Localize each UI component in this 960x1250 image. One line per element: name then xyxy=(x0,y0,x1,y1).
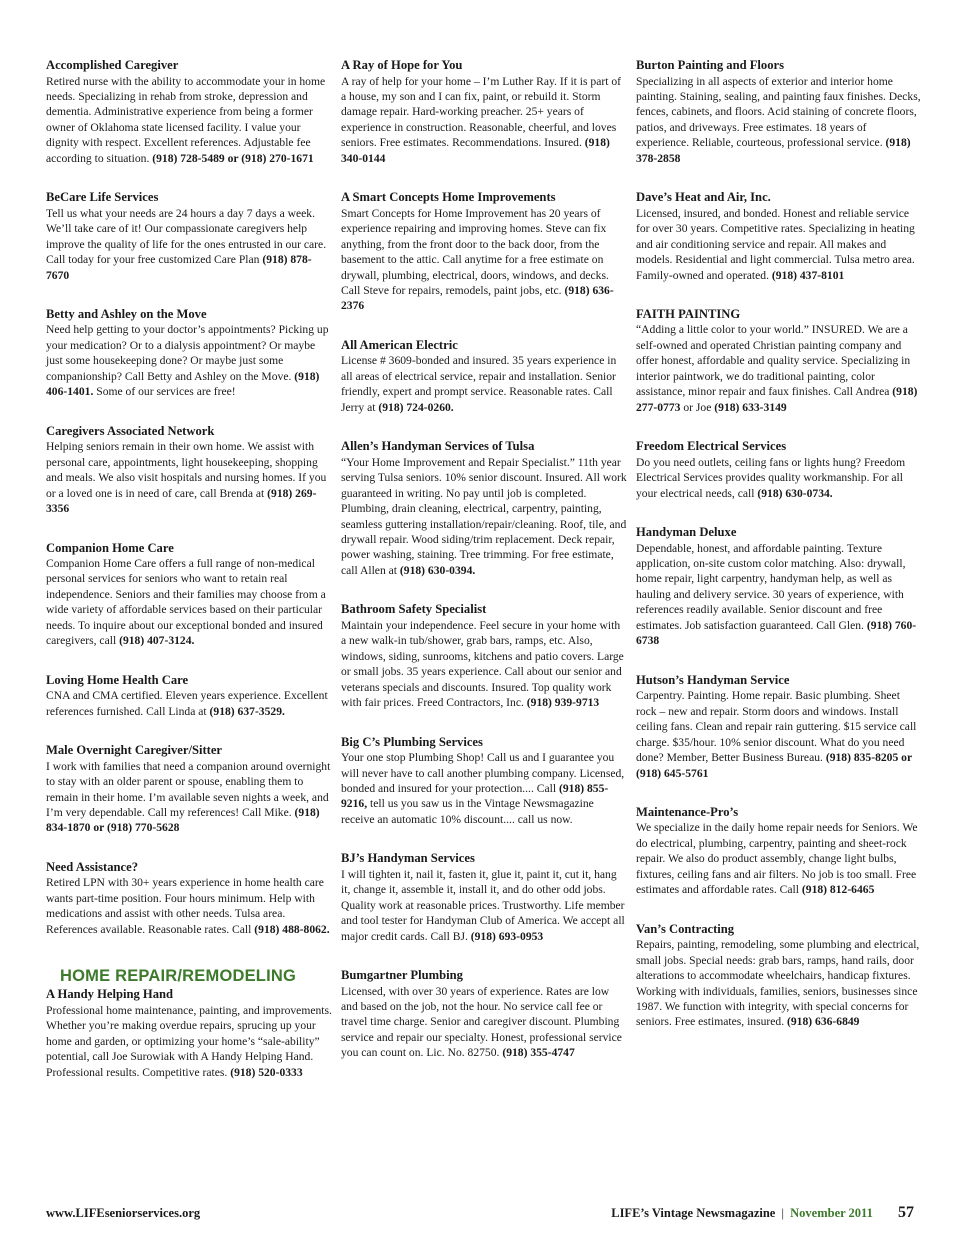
footer-url[interactable]: www.LIFEseniorservices.org xyxy=(46,1206,201,1220)
listing-phone: (918) 630-0734. xyxy=(757,486,833,500)
listing-title: A Ray of Hope for You xyxy=(341,58,463,72)
listing-phone: (918) 636-2376 xyxy=(341,283,614,313)
listing-phone: (918) 812-6465 xyxy=(801,883,875,897)
listing-title: A Smart Concepts Home Improvements xyxy=(341,190,556,205)
listing-phone: (918) 724-0260. xyxy=(378,400,454,414)
listing-title: Maintenance-Pro’s xyxy=(636,804,739,819)
listing-title: Hutson’s Handyman Service xyxy=(636,672,790,687)
listing-phone: (918) 355-4747 xyxy=(502,1046,575,1060)
column-2 xyxy=(341,58,627,1085)
listing-body: Professional home maintenance, painting, and improvements. Whether you’re making overdue repairs, sprucing up your home and garden, or optimizing your home’s “sale-ability” potential, call Joe Surowiak with A Handy Helping Hand. Professional results. Competitive rates. (918) 520-0333 xyxy=(46,1003,332,1079)
listing-body: Helping seniors remain in their own home. We assist with personal care, appointments, light housekeeping, shopping and meals. We also visit hospitals and nursing homes. If you or a loved one is in need of care, call Brenda at (918) 269-3356 xyxy=(46,440,327,516)
listing-title: Accomplished Caregiver xyxy=(46,58,179,72)
listing-body: Do you need outlets, ceiling fans or lights hung? Freedom Electrical Services provides quality workmanship. For all your electrical needs, call (918) 630-0734. xyxy=(636,455,906,500)
listing-body: We specialize in the daily home repair needs for Seniors. We do electrical, plumbing, carpentry, painting and sheet-rock repair. We also do product assembly, change light bulbs, fixtures, ceiling fans and air filters. No job is too small. Free estimates and affordable rates. Call (918) 812-6465 xyxy=(636,821,918,897)
listing-title: All American Electric xyxy=(341,337,458,352)
listing-phone: (918) 406-1401. xyxy=(46,369,320,399)
listing-phone: (918) 636-6849 xyxy=(787,1015,860,1029)
footer-magazine-name: LIFE’s Vintage Newsmagazine xyxy=(611,1206,776,1220)
listing-title: Burton Painting and Floors xyxy=(636,58,785,72)
listing xyxy=(46,424,332,517)
listing-title: Caregivers Associated Network xyxy=(46,423,215,438)
listing-title: Companion Home Care xyxy=(46,540,174,555)
listing-body: Carpentry. Painting. Home repair. Basic plumbing. Sheet rock – new and repair. Storm doors and windows. Install ceiling fans. Clean and repair rain guttering. $15 service call charge. $35/hour. 10% senior discount. What do you need done? Member, Better Business Bureau. (918) 835-8205 or (918) 645-5761 xyxy=(636,689,917,780)
listing-phone: (918) 488-8062. xyxy=(254,922,330,936)
listing xyxy=(46,987,332,1080)
listing xyxy=(341,735,627,828)
listing xyxy=(636,307,922,415)
listing-body: “Your Home Improvement and Repair Specialist.” 11th year serving Tulsa seniors. 10% senior discount. Insured. All work guaranteed in writing. No pay until job is completed. Plumbing, drain cleaning, electrical, carpentry, painting, seamless guttering installation/repair/cleaning. Roof, tile, and drywall repair. Wood siding/trim replacement. Deck repair, power washing, staining. Tree trimming. For free estimate, call Allen at (918) 630-0394. xyxy=(341,455,627,577)
section-heading: HOME REPAIR/REMODELING xyxy=(60,967,297,986)
listing-body: License # 3609-bonded and insured. 35 years experience in all areas of electrical service, repair and installation. Senior friendly, expert and prompt service. Reasonable rates. Call Jerry at (918) 724-0260. xyxy=(341,354,617,414)
listing xyxy=(341,439,627,578)
listing-title: Allen’s Handyman Services of Tulsa xyxy=(341,439,535,454)
listing-phone: (918) 378-2858 xyxy=(636,136,911,165)
listing-phone: (918) 437-8101 xyxy=(771,268,845,282)
listing-title: FAITH PAINTING xyxy=(636,306,741,321)
listing-body: Maintain your independence. Feel secure in your home with a new walk-in tub/shower, grab bars, ramps, etc. Also, windows, siding, sunrooms, kitchens and patio covers. Large or small jobs. 35 years experience. Call about our senior and veterans specials and discounts. Insured. Top quality work with fair prices. Freed Contractors, Inc. (918) 939-9713 xyxy=(341,618,624,710)
listing-phone: (918) 637-3529. xyxy=(209,704,285,718)
listing-title: Need Assistance? xyxy=(46,859,138,874)
listing-body: Repairs, painting, remodeling, some plumbing and electrical, small jobs. Special needs: grab bars, ramps, hand rails, door alterations to accommodate wheelchairs, handicap fixtures. Working with individuals, families, seniors, businesses since 1987. We function with integrity, with special concerns for seniors. Free estimates, insured. (918) 636-6849 xyxy=(636,938,920,1029)
listing-phone: (918) 834-1870 or (918) 770-5628 xyxy=(46,806,320,835)
listing-title: Dave’s Heat and Air, Inc. xyxy=(636,190,771,205)
listing xyxy=(341,851,627,944)
listing-title: BJ’s Handyman Services xyxy=(341,851,475,866)
listing-phone: (918) 407-3124. xyxy=(119,634,195,648)
listing-phone: (918) 728-5489 or (918) 270-1671 xyxy=(152,151,314,165)
listing xyxy=(636,525,922,649)
listing-title: A Handy Helping Hand xyxy=(46,987,174,1002)
listing-body: Retired LPN with 30+ years experience in home health care wants part-time position. Four hours minimum. Help with medications and assist with other needs. Tulsa area. References available. Reasonable rates. Call (918) 488-8062. xyxy=(46,876,330,936)
listing xyxy=(636,190,922,283)
listing-title: Freedom Electrical Services xyxy=(636,439,787,454)
listing-body: Need help getting to your doctor’s appointments? Picking up your medication? Or to a dialysis appointment? Or maybe just some housekeeping done? Or maybe just some companionship? Call Betty and Ashley on the Move. (918) 406-1401. Some of our services are free! xyxy=(46,323,329,399)
listing-phone: (918) 520-0333 xyxy=(230,1065,303,1079)
listing xyxy=(341,338,627,415)
listing-title: Big C’s Plumbing Services xyxy=(341,734,483,749)
listing-phone: (918) 693-0953 xyxy=(470,929,544,943)
listing xyxy=(46,541,332,649)
listing-phone: (918) 630-0394. xyxy=(399,563,476,577)
listing-phone: (918) 878-7670 xyxy=(46,253,312,282)
footer-separator: | xyxy=(781,1206,784,1220)
listing xyxy=(636,805,922,898)
footer-publication xyxy=(611,1204,914,1222)
listing-phone: (918) 760-6738 xyxy=(636,618,917,648)
listing xyxy=(636,439,922,501)
listing-body: Retired nurse with the ability to accommodate your in home needs. Specializing in rehab from stroke, depression and dementia. Administrative experience from being a former owner of Oklahoma state licensed facility. I value your dignity with respect. Excellent references. Adjustable fee according to situation. (918) 728-5489 or (918) 270-1671 xyxy=(46,74,326,165)
listing xyxy=(46,58,332,166)
listing-phone: (918) 340-0144 xyxy=(341,136,610,165)
listing xyxy=(46,743,332,836)
listing xyxy=(341,58,627,166)
listing-body: Your one stop Plumbing Shop! Call us and I guarantee you will never have to call another plumbing company. Licensed, bonded and insured for your protection.... Call (918) 855-9216, tell us you saw us in the Vintage Newsmagazine receive an automatic 10% discount.... call us now. xyxy=(341,751,625,826)
page-number: 57 xyxy=(898,1204,914,1221)
listing-body: I will tighten it, nail it, fasten it, glue it, paint it, cut it, hang it, change it, assemble it, install it, and do other odd jobs. Quality work at reasonable prices. Trustworthy. Life member and tool tester for Handyman Club of America. We accept all major credit cards. Call BJ. (918) 693-0953 xyxy=(341,867,625,943)
listing-phone-2: (918) 633-3149 xyxy=(714,400,787,414)
listing-body: Licensed, with over 30 years of experience. Rates are low and based on the job, not the hour. No service call fee or travel time charge. Senior and caregiver discount. Plumbing service and repair our specialty. Honest, professional service you can count on. Lic. No. 82750. (918) 355-4747 xyxy=(341,984,622,1060)
listing-title: BeCare Life Services xyxy=(46,190,159,205)
page-footer xyxy=(46,1204,914,1224)
column-1 xyxy=(46,58,332,1104)
listing xyxy=(636,922,922,1030)
listing-body: CNA and CMA certified. Eleven years experience. Excellent references furnished. Call Linda at (918) 637-3529. xyxy=(46,689,328,718)
listing xyxy=(341,190,627,314)
listing-phone: (918) 939-9713 xyxy=(526,696,600,710)
listing xyxy=(636,58,922,166)
listing-body: A ray of help for your home – I’m Luther Ray. If it is part of a house, my son and I can fix, paint, or rebuild it. Storm damage repair. Hard-working preacher. 25+ years of experience in construction. Reasonable, cheerful, and loves seniors. Free estimates. Recommendations. Insured. (918) 340-0144 xyxy=(341,74,621,165)
listing-phone: (918) 277-0773 xyxy=(636,385,918,414)
listing-body: I work with families that need a companion around overnight to stay with an older parent or spouse, enabling them to remain in their home. I’m available seven nights a week, and I’m very dependable. Call my references! Call Mike. (918) 834-1870 or (918) 770-5628 xyxy=(46,759,331,835)
listing-title: Male Overnight Caregiver/Sitter xyxy=(46,743,223,758)
listing-title: Handyman Deluxe xyxy=(636,525,737,540)
listing-body: Licensed, insured, and bonded. Honest and reliable service for over 30 years. Competitive rates. Specializing in heating and air conditioning service and repair. All makes and models. Residential and light commercial. Tulsa metro area. Family-owned and operated. (918) 437-8101 xyxy=(636,206,915,282)
listing-phone: (918) 269-3356 xyxy=(46,486,317,516)
footer-date: November 2011 xyxy=(790,1206,873,1220)
listing-body: Companion Home Care offers a full range of non-medical personal services for seniors who want to retain real independence. Seniors and their families may choose from a wide variety of affordable services based on their particular needs. To inquire about our exceptional bonded and insured caregivers, call (918) 407-3124. xyxy=(46,557,326,648)
column-3 xyxy=(636,58,922,1054)
listing-body: Specializing in all aspects of exterior and interior home painting. Staining, sealing, and painting faux finishes. Decks, fences, cabinets, and floors. Acid staining of concrete floors, patios, and driveways. Free estimates. 18 years of experience. Reliable, courteous, professional service. (918) 378-2858 xyxy=(636,74,921,165)
listing xyxy=(46,190,332,283)
listing xyxy=(341,968,627,1061)
listing-title: Bumgartner Plumbing xyxy=(341,968,463,983)
listing xyxy=(46,307,332,400)
listing-body: Dependable, honest, and affordable painting. Texture application, on-site custom color matching. Also: drywall, home repair, light carpentry, handyman help, as well as hauling and delivery service. 30 years of experience, with references readily available. Senior discount and free estimates. Job satisfaction guaranteed. Call Glen. (918) 760-6738 xyxy=(636,541,917,648)
listing-phone: (918) 855-9216, xyxy=(341,781,609,811)
listing-body: “Adding a little color to your world.” INSURED. We are a self-owned and operated Christian painting company and offer honest, affordable and quality service. Specializing in interior paintwork, we do traditional painting, color assistance, minor repair and faux finishes. Call Andrea (918) 277-0773 or Joe (918) 633-3149 xyxy=(636,323,918,414)
listing-phone: (918) 835-8205 or (918) 645-5761 xyxy=(636,751,912,780)
listing-title: Loving Home Health Care xyxy=(46,672,189,687)
listing-body: Smart Concepts for Home Improvement has 20 years of experience repairing and improving homes. Steve can fix anything, from the front door to the back door, from the basement to the attic. Call anytime for a free estimate on drywall, plumbing, electrical, doors, windows, and decks. Call Steve for repairs, remodels, paint jobs, etc. (918) 636-2376 xyxy=(341,206,614,313)
listing-title: Van’s Contracting xyxy=(636,921,735,936)
listing-body: Tell us what your needs are 24 hours a day 7 days a week. We’ll take care of it! Our compassionate caregivers help improve the quality of life for the ones entrusted in our care. Call today for your free customized Care Plan (918) 878-7670 xyxy=(46,206,327,282)
listing xyxy=(636,673,922,781)
listing xyxy=(46,860,332,937)
listing-title: Bathroom Safety Specialist xyxy=(341,602,487,617)
listing xyxy=(341,602,627,710)
listing xyxy=(46,673,332,719)
listing-title: Betty and Ashley on the Move xyxy=(46,306,207,321)
